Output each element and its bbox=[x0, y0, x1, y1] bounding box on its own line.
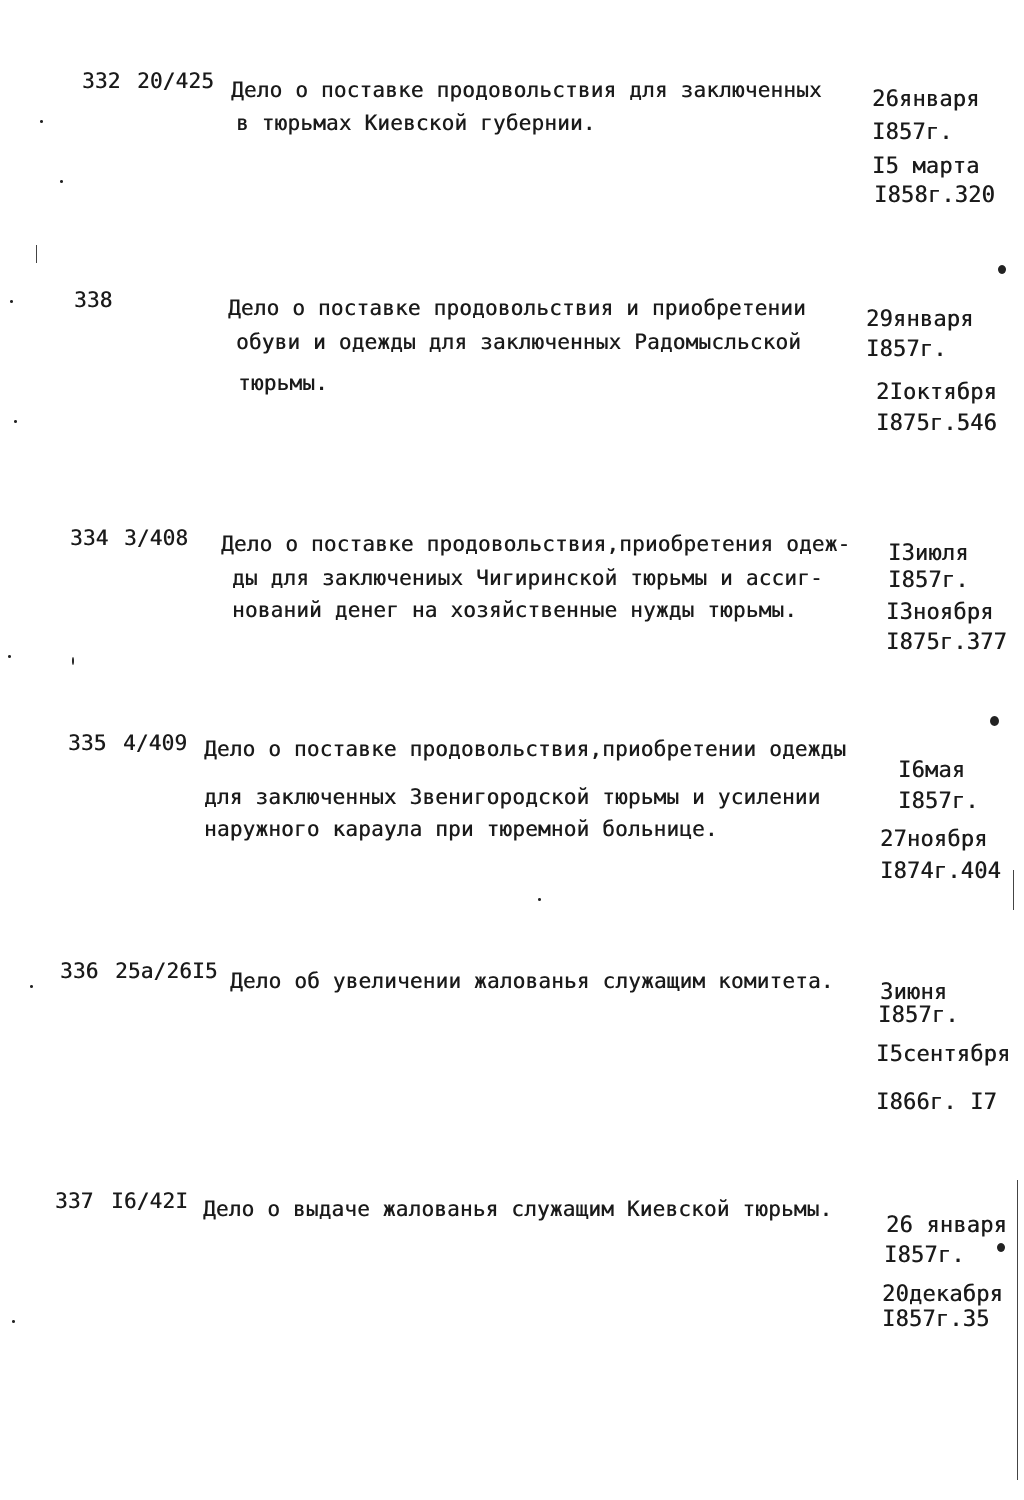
margin-edge-line bbox=[36, 245, 37, 263]
entry-number: 332 bbox=[82, 69, 121, 93]
entry-title-line: Дело о выдаче жалованья служащим Киевской тюрьмы. bbox=[203, 1197, 833, 1221]
entry-title-line: ды для заключениых Чигиринской тюрьмы и ассиг- bbox=[232, 566, 823, 590]
scan-speck bbox=[40, 120, 43, 123]
entry-start-year: I857г. bbox=[888, 568, 969, 593]
entry-archive-code: 3/408 bbox=[124, 526, 189, 550]
entry-title-line: в тюрьмах Киевской губернии. bbox=[236, 111, 596, 135]
entry-title-line: тюрьмы. bbox=[238, 371, 328, 395]
entry-start-year: I857г. bbox=[872, 120, 953, 145]
entry-archive-code: 25а/26I5 bbox=[115, 959, 218, 983]
entry-end-year-sheets: I858г.320 bbox=[874, 183, 996, 208]
scan-speck bbox=[10, 300, 13, 303]
entry-end-date: I5сентября bbox=[876, 1042, 1011, 1067]
entry-end-year-sheets: I866г. I7 bbox=[876, 1090, 998, 1115]
entry-title-line: Дело о поставке продовольствия,приобретения одеж- bbox=[221, 532, 851, 556]
entry-start-year: I857г. bbox=[898, 789, 979, 814]
entry-start-date: 26января bbox=[872, 87, 980, 112]
entry-end-year-sheets: I857г.35 bbox=[882, 1307, 990, 1332]
entry-title-line: обуви и одежды для заключенных Радомысльской bbox=[236, 330, 802, 354]
entry-end-year-sheets: I875г.546 bbox=[876, 411, 998, 436]
scan-speck bbox=[14, 420, 17, 423]
scan-speck bbox=[12, 1320, 15, 1323]
entry-end-year-sheets: I874г.404 bbox=[880, 859, 1002, 884]
entry-end-date: 20декабря bbox=[882, 1282, 1004, 1307]
entry-start-year: I857г. bbox=[878, 1003, 959, 1028]
entry-number: 336 bbox=[60, 959, 99, 983]
entry-end-date: I5 марта bbox=[872, 154, 980, 179]
entry-end-date: 2Iоктября bbox=[876, 380, 998, 405]
entry-title-line: для заключенных Звенигородской тюрьмы и усилении bbox=[204, 785, 821, 809]
entry-title-line: Дело о поставке продовольствия,приобретении одежды bbox=[204, 737, 847, 761]
scan-speck bbox=[30, 985, 33, 988]
entry-title-line: наружного караула при тюремной больнице. bbox=[204, 817, 718, 841]
margin-edge-line bbox=[1013, 870, 1014, 910]
entry-number: 335 bbox=[68, 731, 107, 755]
scan-speck bbox=[990, 716, 999, 726]
scan-speck bbox=[998, 265, 1006, 274]
entry-title-line: Дело о поставке продовольствия и приобретении bbox=[228, 296, 806, 320]
entry-archive-code: 20/425 bbox=[137, 69, 215, 93]
entry-number: 338 bbox=[74, 288, 113, 312]
entry-archive-code: 4/409 bbox=[123, 731, 188, 755]
entry-end-date: I3ноября bbox=[886, 600, 994, 625]
entry-number: 337 bbox=[55, 1189, 94, 1213]
scan-speck bbox=[997, 1243, 1005, 1252]
scan-speck bbox=[72, 657, 74, 665]
entry-end-date: 27ноября bbox=[880, 827, 988, 852]
scan-speck bbox=[60, 180, 63, 183]
entry-title-line: нований денег на хозяйственные нужды тюрьмы. bbox=[232, 598, 798, 622]
scan-speck bbox=[538, 898, 541, 901]
entry-title-line: Дело о поставке продовольствия для заключенных bbox=[231, 78, 822, 102]
entry-start-date: I3июля bbox=[888, 541, 969, 566]
entry-start-year: I857г. bbox=[884, 1243, 965, 1268]
entry-title-line: Дело об увеличении жалованья служащим комитета. bbox=[230, 969, 834, 993]
margin-edge-line bbox=[1017, 1180, 1018, 1480]
entry-start-date: 26 января bbox=[886, 1213, 1008, 1238]
entry-archive-code: I6/42I bbox=[111, 1189, 189, 1213]
entry-number: 334 bbox=[70, 526, 109, 550]
entry-start-date: 3июня bbox=[880, 980, 948, 1005]
entry-end-year-sheets: I875г.377 bbox=[886, 630, 1008, 655]
entry-start-date: 29января bbox=[866, 307, 974, 332]
scan-speck bbox=[8, 655, 11, 658]
entry-start-year: I857г. bbox=[866, 337, 947, 362]
entry-start-date: I6мая bbox=[898, 758, 966, 783]
